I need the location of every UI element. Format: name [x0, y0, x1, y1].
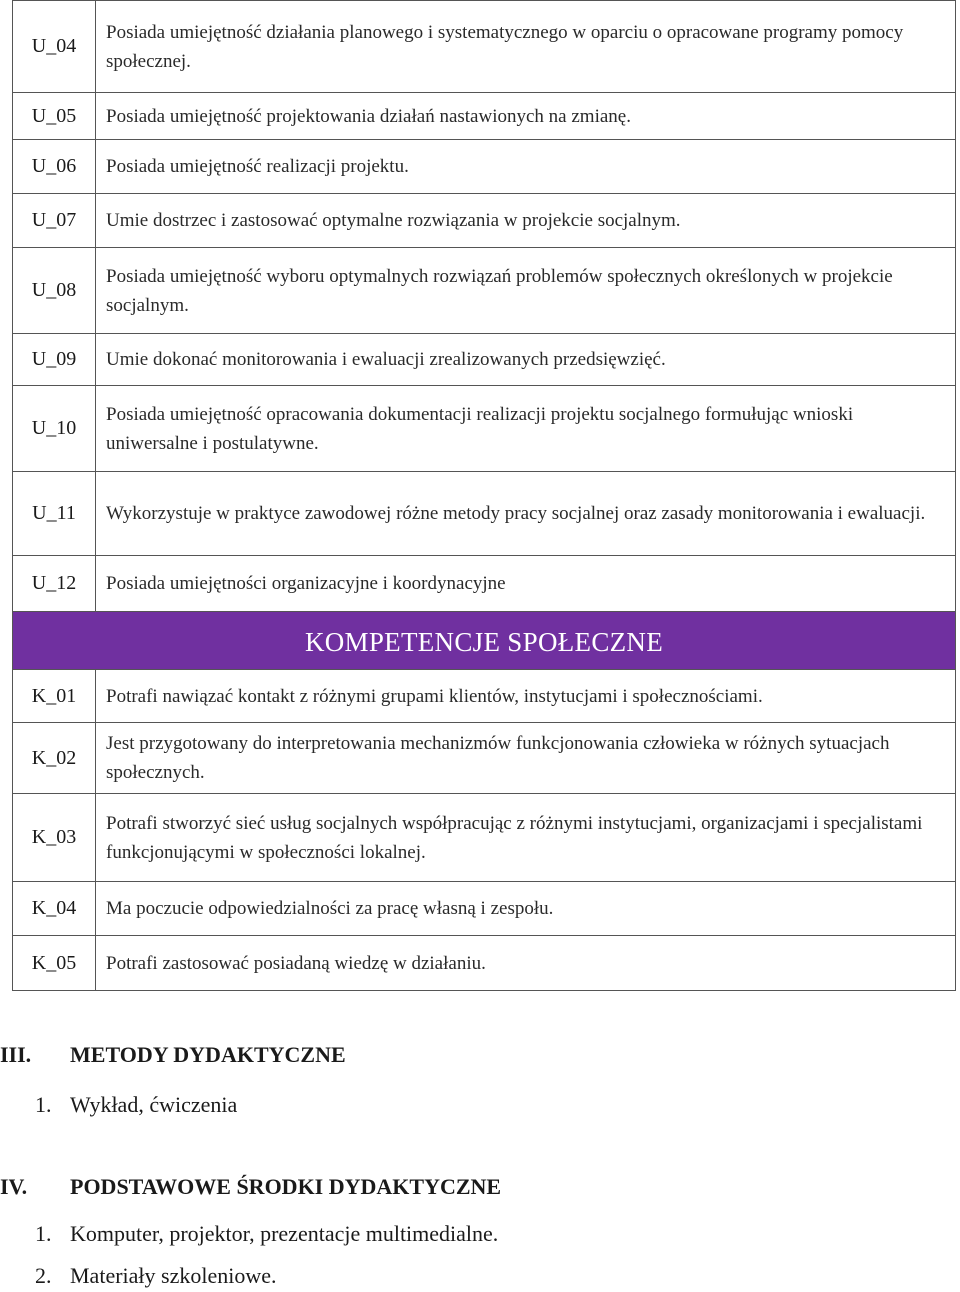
- table-row: [13, 556, 956, 612]
- outcome-code: K_02: [13, 723, 96, 794]
- table-row: [13, 1, 956, 93]
- outcome-code: U_11: [13, 472, 96, 556]
- outcome-code: U_06: [13, 140, 96, 194]
- outcome-description: Potrafi nawiązać kontakt z różnymi grupami klientów, instytucjami i społecznościami.: [96, 670, 956, 723]
- section-header-row: [13, 612, 956, 670]
- competences-header: KOMPETENCJE SPOŁECZNE: [13, 612, 956, 670]
- outcome-code: U_08: [13, 248, 96, 334]
- list-item-number: 1.: [35, 1092, 52, 1117]
- section-number: IV.: [0, 1174, 28, 1199]
- table-row: [13, 386, 956, 472]
- outcome-description: Wykorzystuje w praktyce zawodowej różne metody pracy socjalnej oraz zasady monitorowania i ewaluacji.: [96, 472, 956, 556]
- outcome-code: U_09: [13, 334, 96, 386]
- outcome-description: Umie dostrzec i zastosować optymalne rozwiązania w projekcie socjalnym.: [96, 194, 956, 248]
- table-row: [13, 334, 956, 386]
- table-row: [13, 248, 956, 334]
- list-item: Komputer, projektor, prezentacje multimedialne.: [70, 1221, 499, 1246]
- section-methods: [0, 1040, 960, 1120]
- outcome-description: Posiada umiejętność działania planowego i systematycznego w oparciu o opracowane programy pomocy społecznej.: [96, 1, 956, 93]
- outcome-description: Potrafi zastosować posiadaną wiedzę w działaniu.: [96, 936, 956, 991]
- outcome-description: Posiada umiejętność wyboru optymalnych rozwiązań problemów społecznych określonych w projekcie socjalnym.: [96, 248, 956, 334]
- table-row: [13, 670, 956, 723]
- list-item-number: 2.: [35, 1263, 52, 1288]
- outcome-code: K_03: [13, 794, 96, 882]
- outcome-description: Umie dokonać monitorowania i ewaluacji zrealizowanych przedsięwzięć.: [96, 334, 956, 386]
- list-item: Wykład, ćwiczenia: [70, 1092, 238, 1117]
- section-title: PODSTAWOWE ŚRODKI DYDAKTYCZNE: [70, 1174, 502, 1199]
- outcome-code: U_12: [13, 556, 96, 612]
- outcome-description: Posiada umiejętność opracowania dokumentacji realizacji projektu socjalnego formułując wnioski uniwersalne i postulatywne.: [96, 386, 956, 472]
- outcome-code: K_05: [13, 936, 96, 991]
- outcome-code: U_10: [13, 386, 96, 472]
- outcome-code: K_01: [13, 670, 96, 723]
- table-row: [13, 472, 956, 556]
- table-row: [13, 882, 956, 936]
- section-title: METODY DYDAKTYCZNE: [70, 1042, 346, 1067]
- outcome-code: U_04: [13, 1, 96, 93]
- outcome-description: Posiada umiejętności organizacyjne i koordynacyjne: [96, 556, 956, 612]
- table-row: [13, 723, 956, 794]
- outcome-description: Ma poczucie odpowiedzialności za pracę własną i zespołu.: [96, 882, 956, 936]
- outcome-description: Potrafi stworzyć sieć usług socjalnych współpracując z różnymi instytucjami, organizacjami i specjalistami funkcjonującymi w społeczności lokalnej.: [96, 794, 956, 882]
- table-row: [13, 794, 956, 882]
- list-item: Materiały szkoleniowe.: [70, 1263, 277, 1288]
- outcome-description: Posiada umiejętność realizacji projektu.: [96, 140, 956, 194]
- table-row: [13, 93, 956, 140]
- section-teaching-aids: [0, 1172, 960, 1292]
- table-row: [13, 194, 956, 248]
- table-row: [13, 936, 956, 991]
- outcome-description: Jest przygotowany do interpretowania mechanizmów funkcjonowania człowieka w różnych sytuacjach społecznych.: [96, 723, 956, 794]
- outcome-code: U_07: [13, 194, 96, 248]
- outcome-code: U_05: [13, 93, 96, 140]
- outcome-description: Posiada umiejętność projektowania działań nastawionych na zmianę.: [96, 93, 956, 140]
- learning-outcomes-table: [12, 0, 956, 991]
- outcome-code: K_04: [13, 882, 96, 936]
- list-item-number: 1.: [35, 1221, 52, 1246]
- table-row: [13, 140, 956, 194]
- section-number: III.: [0, 1042, 32, 1067]
